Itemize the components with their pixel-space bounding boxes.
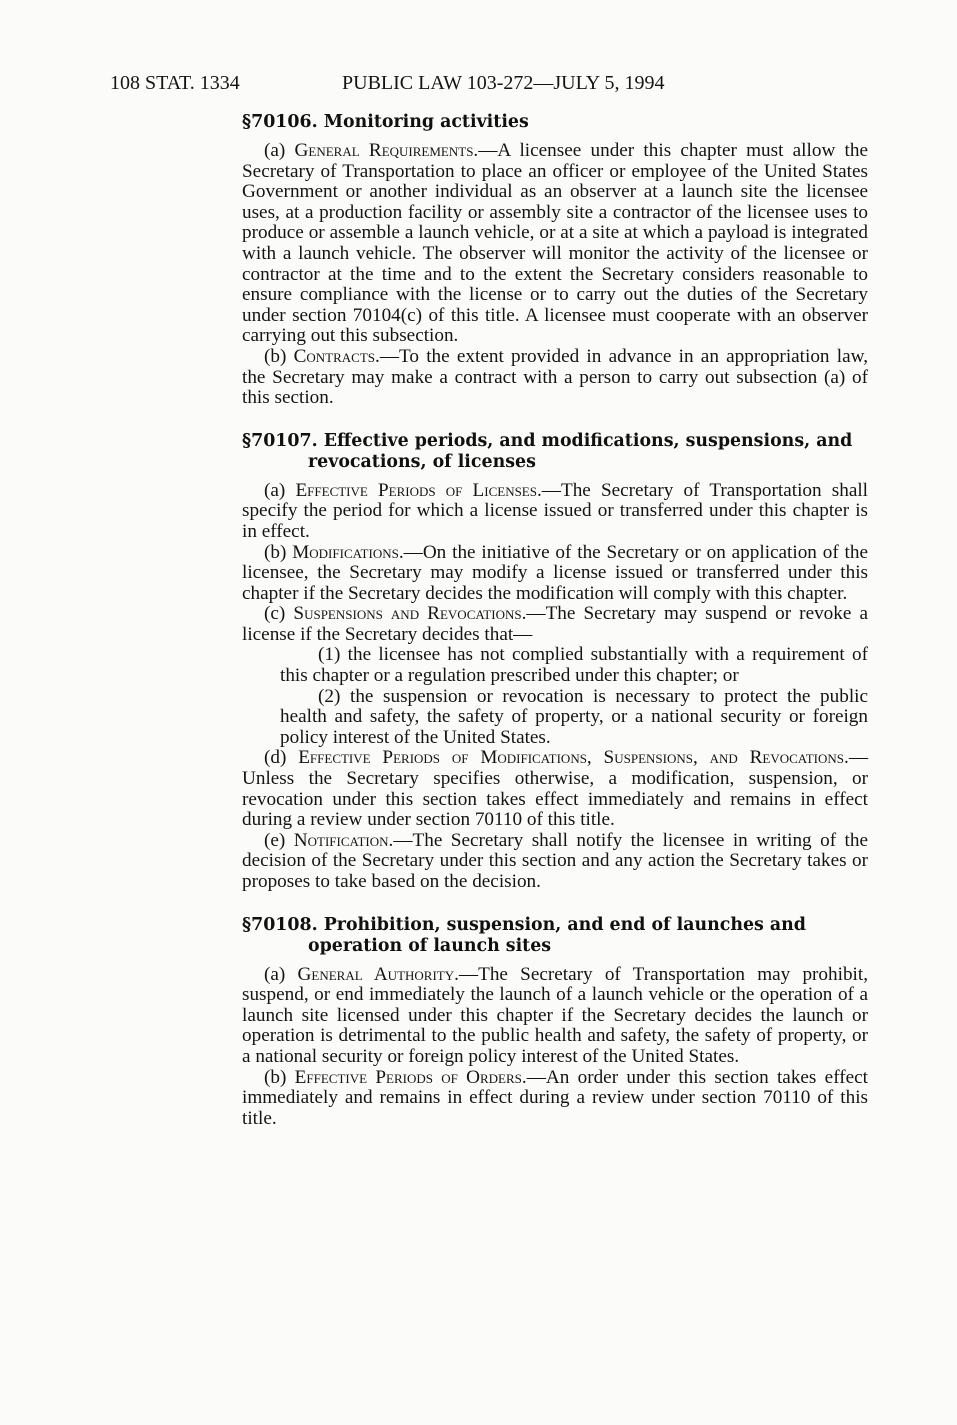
section-title: Prohibition, suspension, and end of launches and operation of launch sites — [308, 914, 806, 956]
subsection-title: General Authority. — [297, 963, 459, 985]
subsection-a — [242, 141, 868, 347]
public-law-title: PUBLIC LAW 103-272—JULY 5, 1994 — [342, 72, 665, 94]
subsection-a — [242, 481, 868, 543]
subsection-title: General Requirements. — [294, 140, 479, 161]
section-spacer — [242, 893, 868, 915]
subsection-label: (e) — [264, 829, 286, 851]
section-70106 — [242, 112, 868, 409]
paragraph-text: the suspension or revocation is necessary to protect the public health and safety, the safety of property, or a national security or foreign policy interest of the United States. — [280, 685, 869, 748]
section-spacer — [242, 409, 868, 431]
subsection-text: —The Secretary of Transportation may prohibit, suspend, or end immediately the launch of a launch vehicle or the operation of a launch site licensed under this chapter if the Secretary decides the launch or operation is detrimental to the public health and safety, the safety of property, or a national security or foreign policy interest of the United States. — [242, 963, 869, 1067]
section-title: Monitoring activities — [323, 112, 529, 132]
subsection-title: Effective Periods of Orders. — [294, 1066, 527, 1088]
subsection-label: (a) — [264, 963, 286, 985]
subsection-label: (a) — [264, 140, 286, 161]
subsection-b — [242, 543, 868, 605]
subsection-text: —A licensee under this chapter must allow the Secretary of Transportation to place an officer or employee of the United States Government or another individual as an observer at a launch site the licensee uses, at a production facility or assembly site a contractor of the licensee uses to produce or assemble a launch vehicle, or at a site at which a payload is integrated with a launch vehicle. The observer will monitor the activity of the licensee or contractor at the time and to the extent the Secretary considers reasonable to ensure compliance with the license or to carry out the duties of the Secretary under section 70104(c) of this title. A licensee must cooperate with an observer carrying out this subsection. — [242, 140, 868, 347]
paragraph-label: (2) — [318, 685, 341, 707]
section-70108 — [242, 915, 868, 1130]
paragraph-text: the licensee has not complied substantially with a requirement of this chapter or a regulation prescribed under this chapter; or — [280, 644, 869, 687]
subsection-b — [242, 347, 868, 409]
paragraph-c1 — [280, 645, 868, 686]
subsection-label: (b) — [264, 541, 287, 563]
subsection-title: Contracts. — [293, 345, 380, 367]
statute-page-number: 108 STAT. 1334 — [110, 72, 240, 94]
subsection-b — [242, 1068, 868, 1130]
section-heading-70108 — [242, 915, 868, 957]
subsection-text: —The Secretary shall notify the licensee in writing of the decision of the Secretary under this section and any action the Secretary takes or proposes to take based on the decision. — [242, 829, 868, 892]
subsection-title: Notification. — [293, 829, 394, 851]
subsection-title: Modifications. — [292, 541, 404, 563]
section-number: §70108. — [242, 914, 318, 935]
section-title: Effective periods, and modifications, suspensions, and revocations, of licenses — [308, 430, 853, 472]
paragraph-c2 — [280, 687, 868, 749]
subsection-text: —The Secretary may suspend or revoke a license if the Secretary decides that— — [242, 603, 868, 645]
page-header — [110, 68, 870, 98]
subsection-label: (b) — [264, 1066, 287, 1088]
subsection-e — [242, 831, 868, 893]
subsection-label: (d) — [264, 747, 287, 769]
subsection-d — [242, 748, 868, 830]
section-number: §70106. — [242, 112, 318, 132]
subsection-title: Effective Periods of Modifications, Suspensions, and Revocations. — [298, 747, 849, 769]
subsection-label: (a) — [264, 479, 286, 501]
section-70107 — [242, 431, 868, 893]
subsection-text: —An order under this section takes effect immediately and remains in effect during a review under section 70110 of this title. — [242, 1066, 868, 1129]
subsection-title: Suspensions and Revocations. — [293, 603, 527, 625]
subsection-title: Effective Periods of Licenses. — [295, 479, 542, 501]
subsection-text: —The Secretary of Transportation shall specify the period for which a license issued or transferred under this chapter is in effect. — [242, 479, 868, 542]
subsection-a — [242, 965, 868, 1068]
section-number: §70107. — [242, 430, 318, 451]
section-heading-70106 — [242, 112, 868, 133]
subsection-text: —On the initiative of the Secretary or on application of the licensee, the Secretary may modify a license issued or transferred under this chapter if the Secretary decides the modification will comply with this chapter. — [242, 541, 868, 604]
section-heading-70107 — [242, 431, 868, 473]
subsection-c — [242, 604, 868, 645]
subsection-text: —Unless the Secretary specifies otherwise, a modification, suspension, or revocation under this section takes effect immediately and remains in effect during a review under section 70110 of this title. — [242, 747, 868, 831]
document-body — [242, 112, 868, 1129]
subsection-label: (b) — [264, 345, 287, 367]
subsection-label: (c) — [264, 603, 286, 625]
paragraph-label: (1) — [318, 644, 341, 666]
subsection-text: —To the extent provided in advance in an appropriation law, the Secretary may make a contract with a person to carry out subsection (a) of this section. — [242, 345, 868, 409]
